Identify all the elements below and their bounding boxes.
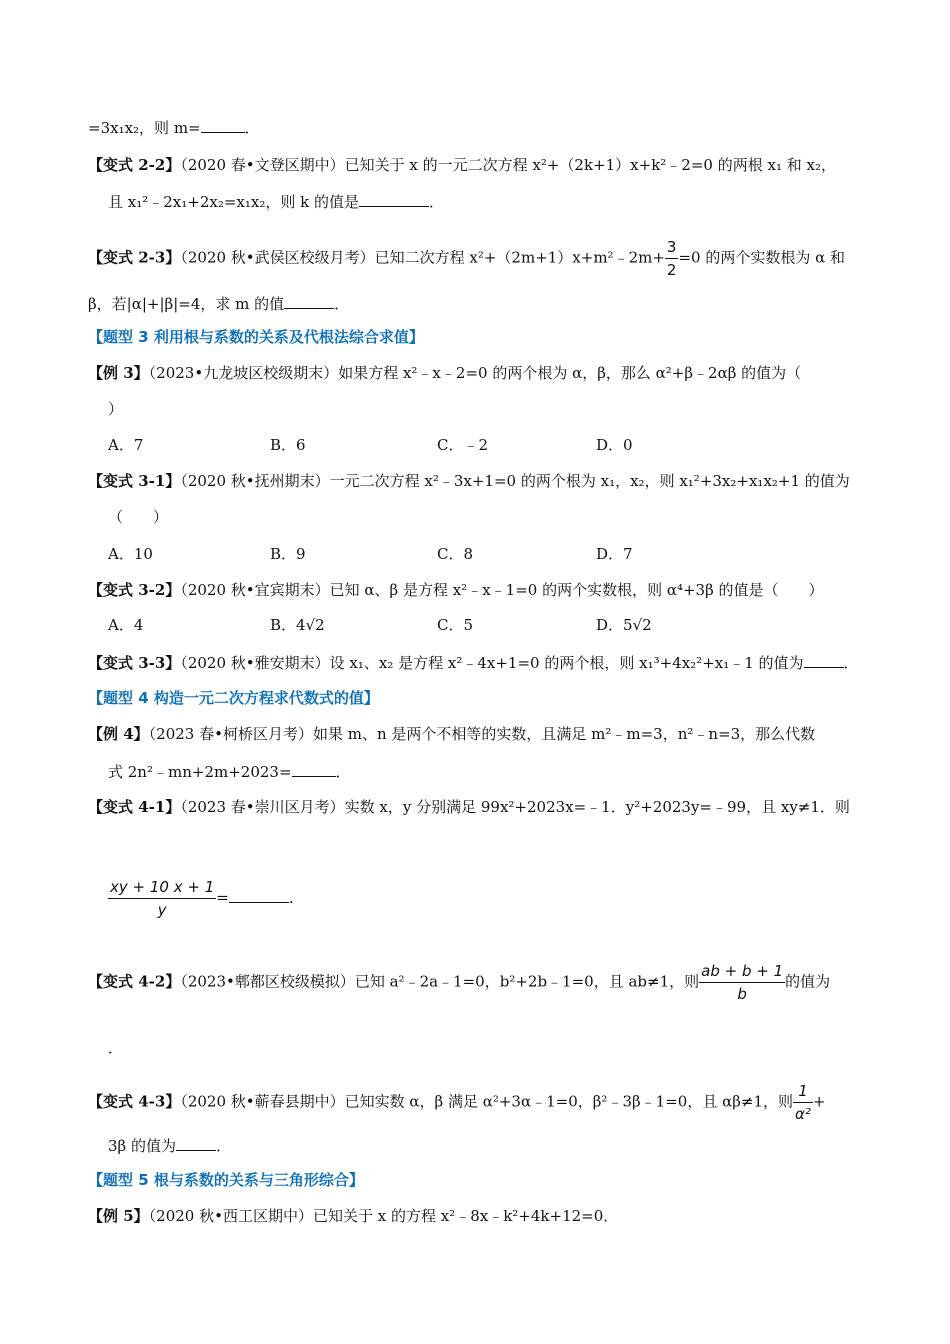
item-tag: 【变式 3-2】: [88, 581, 181, 599]
option-c: C．﹣2: [437, 436, 489, 454]
answer-blank: [201, 116, 245, 133]
answer-blank: [292, 760, 336, 777]
section-heading-3: 【题型 3 利用根与系数的关系及代根法综合求值】: [88, 328, 424, 346]
variant-4-3-cont: 3β 的值为 ．: [108, 1134, 231, 1157]
item-tag: 【例 4】: [88, 725, 149, 743]
variant-4-2: 【变式 4-2】（2023•郫都区校级模拟）已知 a²﹣2a﹣1=0，b²+2b﹣1=0，且 ab≠1，则 $\frac{ab + b + 1}{b}$ 的值为: [88, 962, 831, 1003]
variant-4-1-cont: $\frac{xy + 10 x + 1}{y}$ = ．: [110, 878, 304, 919]
variant-3-3: 【变式 3-3】（2020 秋•雅安期末）设 x₁、x₂ 是方程 x²﹣4x+1=0 的两个根，则 x₁³+4x₂²+x₁﹣1 的值为 ．: [88, 651, 859, 674]
option-b: B．6: [270, 436, 306, 454]
section-heading-4: 【题型 4 构造一元二次方程求代数式的值】: [88, 689, 379, 707]
variant-2-3-cont: β，若|α|+|β|=4，求 m 的值 ．: [88, 292, 349, 315]
answer-blank: [176, 1134, 216, 1151]
fraction: $\frac{ab + b + 1}{b}$: [701, 962, 784, 1003]
answer-blank: [804, 651, 844, 668]
answer-blank: [229, 886, 289, 903]
item-tag: 【变式 3-3】: [88, 654, 181, 672]
example-3-cont: ）: [108, 400, 124, 418]
option-c: C．8: [437, 545, 474, 563]
option-d: D．0: [596, 436, 633, 454]
answer-blank: [359, 190, 429, 207]
option-b: B．9: [270, 545, 306, 563]
variant-3-2: 【变式 3-2】（2020 秋•宜宾期末）已知 α、β 是方程 x²﹣x﹣1=0 的两个实数根，则 α⁴+3β 的值是（ ）: [88, 581, 824, 599]
example-4: 【例 4】（2023 春•柯桥区月考）如果 m、n 是两个不相等的实数，且满足 m²﹣m=3，n²﹣n=3，那么代数: [88, 725, 816, 743]
item-tag: 【例 5】: [88, 1207, 149, 1225]
item-tag: 【变式 2-3】: [88, 248, 181, 267]
option-a: A．10: [108, 545, 153, 563]
option-d: D．7: [596, 545, 633, 563]
fraction: $\frac{xy + 10 x + 1}{y}$: [110, 878, 215, 919]
variant-3-1-cont: （ ）: [108, 508, 169, 526]
option-b: B．4√2: [270, 616, 325, 634]
fraction: $\frac{3}{2}$: [666, 238, 677, 279]
item-tag: 【变式 4-1】: [88, 798, 181, 816]
option-a: A．7: [108, 436, 144, 454]
variant-4-3: 【变式 4-3】（2020 秋•蕲春县期中）已知实数 α，β 满足 α²+3α﹣1=0，β²﹣3β﹣1=0，且 αβ≠1，则 $\frac{1}{\text{α²}}$ +: [88, 1082, 826, 1123]
line-continuation: =3x₁x₂，则 m= ．: [88, 116, 260, 139]
fraction: $\frac{1}{\text{α²}}$: [795, 1082, 811, 1123]
option-c: C．5: [437, 616, 474, 634]
variant-2-2: 【变式 2-2】（2020 春•文登区期中）已知关于 x 的一元二次方程 x²+（2k+1）x+k²﹣2=0 的两根 x₁ 和 x₂，: [88, 156, 836, 174]
item-tag: 【变式 2-2】: [88, 156, 181, 174]
variant-3-1: 【变式 3-1】（2020 秋•抚州期末）一元二次方程 x²﹣3x+1=0 的两个根为 x₁，x₂，则 x₁²+3x₂+x₁x₂+1 的值为: [88, 472, 850, 490]
item-tag: 【变式 4-3】: [88, 1092, 181, 1111]
item-tag: 【例 3】: [88, 364, 149, 382]
item-tag: 【变式 3-1】: [88, 472, 181, 490]
variant-2-3: 【变式 2-3】（2020 秋•武侯区校级月考）已知二次方程 x²+（2m+1）x+m²﹣2m+ $\frac{3}{2}$ =0 的两个实数根为 α 和: [88, 238, 846, 279]
variant-4-1: 【变式 4-1】（2023 春•崇川区月考）实数 x，y 分别满足 99x²+2023x=﹣1．y²+2023y=﹣99，且 xy≠1．则: [88, 798, 850, 816]
variant-2-2-cont: 且 x₁²﹣2x₁+2x₂=x₁x₂，则 k 的值是 ．: [108, 190, 444, 213]
text: =3x₁x₂，则 m=: [88, 119, 201, 137]
item-tag: 【变式 4-2】: [88, 972, 181, 991]
answer-blank: [284, 292, 334, 309]
example-3: 【例 3】（2023•九龙坡区校级期末）如果方程 x²﹣x﹣2=0 的两个根为 α，β，那么 α²+β﹣2αβ 的值为（: [88, 364, 802, 382]
example-4-cont: 式 2n²﹣mn+2m+2023= ．: [108, 760, 351, 783]
option-d: D．5√2: [596, 616, 652, 634]
example-5: 【例 5】（2020 秋•西工区期中）已知关于 x 的方程 x²﹣8x﹣k²+4k+12=0．: [88, 1207, 619, 1225]
option-a: A．4: [108, 616, 144, 634]
section-heading-5: 【题型 5 根与系数的关系与三角形综合】: [88, 1171, 364, 1189]
variant-4-2-cont: ．: [108, 1039, 124, 1057]
